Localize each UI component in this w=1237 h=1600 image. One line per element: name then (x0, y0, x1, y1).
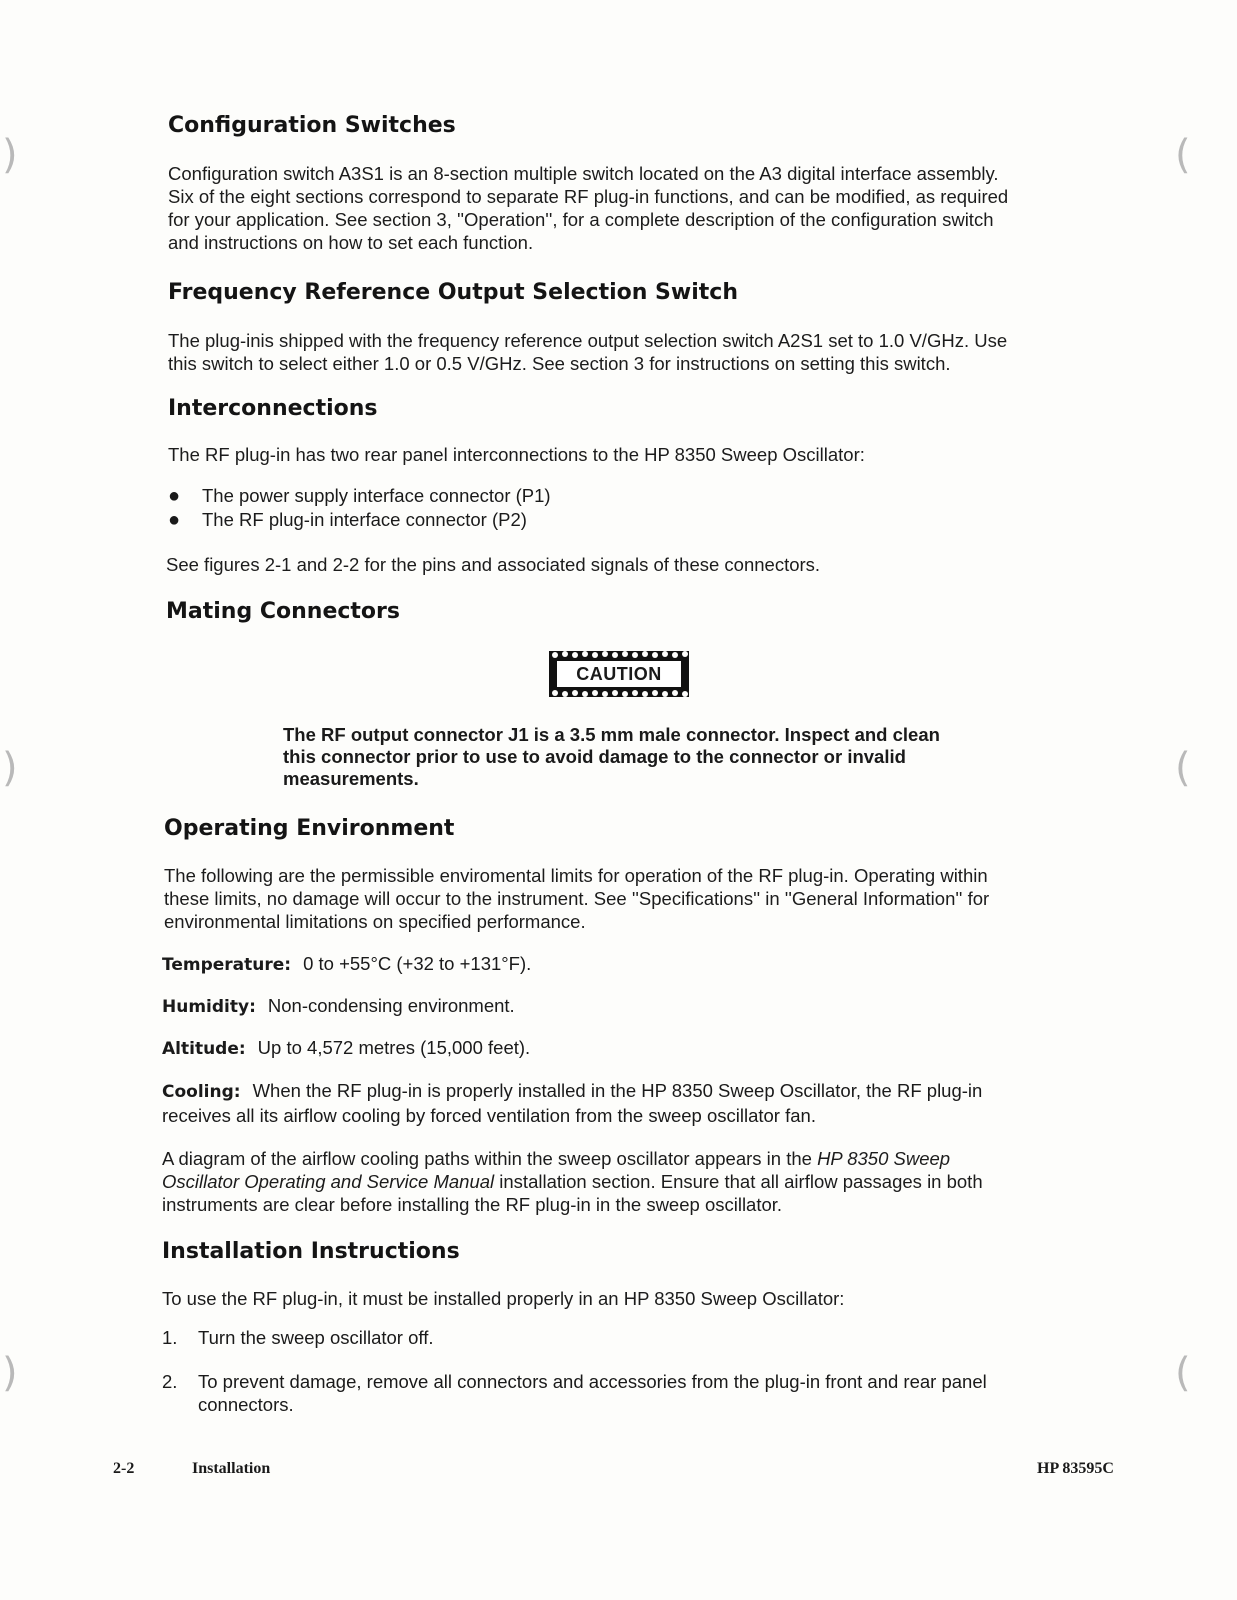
heading-interconnections: Interconnections (168, 396, 378, 421)
list-item (168, 484, 551, 508)
manual-title: HP 8350 Sweep (817, 1148, 951, 1169)
footer-model: HP 83595C (1037, 1460, 1114, 1477)
binder-hole-right-mid: ( (1175, 745, 1191, 791)
caution-label: CAUTION (557, 661, 681, 687)
binder-hole-left-bottom: ) (2, 1350, 18, 1396)
step-text: To prevent damage, remove all connectors and accessories from the plug-in front and rear panel (198, 1371, 987, 1392)
binder-hole-right-top: ( (1175, 132, 1191, 178)
footer-section-name: Installation (192, 1460, 271, 1477)
list-item-text: The power supply interface connector (P1) (202, 485, 551, 506)
text-line: To use the RF plug-in, it must be installed properly in an HP 8350 Sweep Oscillator: (162, 1288, 845, 1309)
text-line: these limits, no damage will occur to the instrument. See ''Specifications'' in ''General Information'' for (164, 888, 990, 909)
text-line: environmental limitations on specified performance. (164, 911, 586, 932)
binder-hole-left-top: ) (2, 132, 18, 178)
text-line (162, 1147, 983, 1170)
cooling-label: Cooling: (162, 1082, 241, 1102)
text-line: for your application. See section 3, ''Operation'', for a complete description of the configuration switch (168, 209, 994, 230)
text-line: instruments are clear before installing the RF plug-in in the sweep oscillator. (162, 1194, 783, 1215)
list-item (168, 508, 551, 532)
list-item-text: The RF plug-in interface connector (P2) (202, 509, 527, 530)
text-line: Six of the eight sections correspond to separate RF plug-in functions, and can be modified, as required (168, 186, 1009, 207)
interconnections-figures-note (166, 553, 820, 576)
step-text: connectors. (198, 1394, 294, 1415)
temperature-value: 0 to +55°C (+32 to +131°F). (303, 953, 532, 974)
caution-badge (549, 651, 689, 697)
bullet-icon: ● (168, 485, 181, 507)
cooling-spec (162, 1079, 982, 1127)
airflow-text: A diagram of the airflow cooling paths within the sweep oscillator appears in the (162, 1148, 818, 1169)
environment-paragraph (164, 864, 989, 933)
text-line: this connector prior to use to avoid damage to the connector or invalid (283, 746, 906, 767)
text-line: measurements. (283, 768, 419, 789)
caution-text (283, 724, 940, 790)
connector-bullet-list (168, 484, 551, 532)
interconnections-intro (168, 443, 865, 466)
cooling-line: receives all its airflow cooling by forced ventilation from the sweep oscillator fan. (162, 1105, 816, 1126)
humidity-spec (162, 994, 515, 1019)
binder-hole-left-mid: ) (2, 745, 18, 791)
heading-operating-environment: Operating Environment (164, 816, 455, 841)
text-line (162, 1170, 983, 1193)
text-line: See figures 2-1 and 2-2 for the pins and associated signals of these connectors. (166, 554, 821, 575)
humidity-label: Humidity: (162, 997, 256, 1017)
airflow-text: installation section. Ensure that all airflow passages in both (494, 1171, 983, 1192)
frequency-reference-paragraph (168, 329, 1007, 375)
step-number: 1. (162, 1327, 178, 1348)
altitude-label: Altitude: (162, 1039, 246, 1059)
cooling-line: When the RF plug-in is properly installed in the HP 8350 Sweep Oscillator, the RF plug-in (252, 1080, 983, 1101)
configuration-paragraph (168, 162, 1008, 254)
installation-intro (162, 1287, 844, 1310)
footer-page-number: 2-2 (113, 1460, 135, 1477)
humidity-value: Non-condensing environment. (267, 995, 515, 1016)
text-line: Configuration switch A3S1 is an 8-section multiple switch located on the A3 digital interface assembly. (168, 163, 999, 184)
text-line: and instructions on how to set each function. (168, 232, 534, 253)
text-line: The RF output connector J1 is a 3.5 mm male connector. Inspect and clean (283, 724, 940, 745)
heading-configuration-switches: Configuration Switches (168, 113, 456, 138)
binder-hole-right-bottom: ( (1175, 1350, 1191, 1396)
step-text: Turn the sweep oscillator off. (198, 1327, 434, 1348)
heading-installation-instructions: Installation Instructions (162, 1239, 460, 1264)
text-line: The plug-inis shipped with the frequency reference output selection switch A2S1 set to 1.0 V/GHz. Use (168, 330, 1008, 351)
altitude-spec (162, 1036, 530, 1061)
step-number: 2. (162, 1371, 178, 1392)
altitude-value: Up to 4,572 metres (15,000 feet). (257, 1037, 531, 1058)
temperature-spec (162, 952, 531, 977)
airflow-paragraph (162, 1147, 983, 1216)
temperature-label: Temperature: (162, 955, 292, 975)
heading-mating-connectors: Mating Connectors (166, 599, 400, 624)
text-line: The following are the permissible enviromental limits for operation of the RF plug-in. Operating within (164, 865, 988, 886)
text-line: this switch to select either 1.0 or 0.5 V/GHz. See section 3 for instructions on setting this switch. (168, 353, 951, 374)
text-line: The RF plug-in has two rear panel interconnections to the HP 8350 Sweep Oscillator: (168, 444, 865, 465)
manual-title: Oscillator Operating and Service Manual (162, 1171, 495, 1192)
heading-frequency-reference: Frequency Reference Output Selection Switch (168, 280, 738, 305)
bullet-icon: ● (168, 509, 181, 531)
